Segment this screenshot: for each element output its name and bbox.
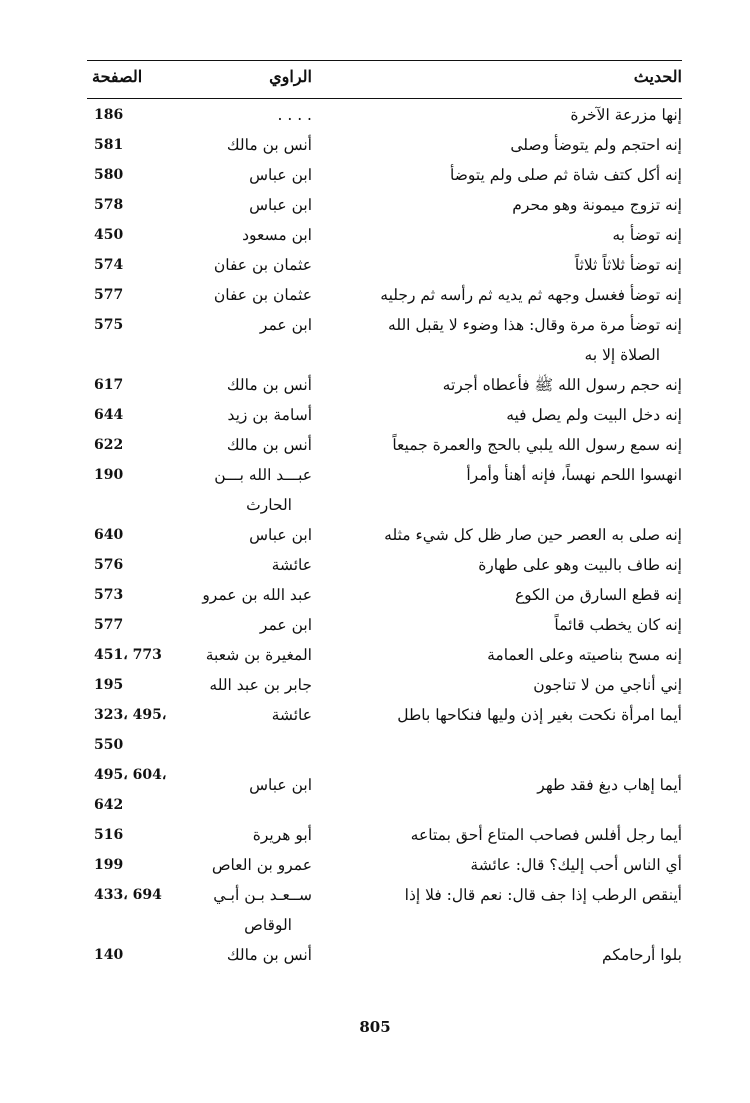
hadith-text: إنه كان يخطب قائماً [554,616,682,634]
page-ref: 451، 773 [94,647,162,663]
hadith-text: إنه دخل البيت ولم يصل فيه [506,406,682,424]
narrator-name: ابن عمر [259,616,312,634]
hadith-text: إنه قطع السارق من الكوع [514,586,682,604]
page-ref: 575 [94,317,124,333]
narrator-name: عبد الله بن عمرو [202,586,312,604]
page-ref: 577 [94,617,124,633]
hadith-text: إنه مسح بناصيته وعلى العمامة [487,646,682,664]
page-ref: 581 [94,137,124,153]
page-ref: 644 [94,407,124,423]
hadith-text-continued: الصلاة إلا به [584,346,660,364]
narrator-name: ابن عباس [249,776,312,794]
narrator-name: عثمان بن عفان [213,256,312,274]
page-ref: 516 [94,827,124,843]
narrator-name: ابن عباس [249,166,312,184]
narrator-name: ابن مسعود [242,226,312,244]
narrator-name: أنس بن مالك [226,436,312,454]
top-rule [87,60,682,61]
page-ref: 323، 495، [94,707,167,723]
narrator-name: أبو هريرة [252,826,312,844]
header-hadith: الحديث [633,67,682,86]
narrator-name: ابن عباس [249,526,312,544]
hadith-text: إنه صلى به العصر حين صار ظل كل شيء مثله [384,526,682,544]
narrator-name: ابن عباس [249,196,312,214]
page-ref: 577 [94,287,124,303]
page-ref: 617 [94,377,124,393]
page-ref-continued: 642 [94,797,124,813]
page-ref: 199 [94,857,124,873]
narrator-name: أنس بن مالك [226,136,312,154]
narrator-name: . . . . [277,106,312,124]
header-rule [87,98,682,99]
hadith-text: أينقص الرطب إذا جف قال: نعم قال: فلا إذا [404,886,682,904]
hadith-text: إنه سمع رسول الله يلبي بالحج والعمرة جميعاً [392,436,682,454]
narrator-name: ابن عمر [259,316,312,334]
page-ref: 574 [94,257,124,273]
narrator-name: جابر بن عبد الله [209,676,312,694]
page-number: 805 [359,1018,391,1036]
header-page: الصفحة [92,67,143,86]
page-ref-continued: 550 [94,737,124,753]
page-ref: 433، 694 [94,887,162,903]
narrator-name: عائشة [271,556,312,574]
page-ref: 195 [94,677,124,693]
hadith-text: إنه احتجم ولم يتوضأ وصلى [510,136,682,154]
narrator-name: عائشة [271,706,312,724]
hadith-text: أيما رجل أفلس فصاحب المتاع أحق بمتاعه [410,826,682,844]
narrator-name: المغيرة بن شعبة [205,646,312,664]
hadith-text: إنه توضأ فغسل وجهه ثم يديه ثم رأسه ثم رجليه [380,286,682,304]
hadith-text: إني أناجي من لا تناجون [533,676,682,694]
hadith-text: إنه توضأ به [612,226,682,244]
hadith-text: انهسوا اللحم نهساً، فإنه أهنأ وأمرأ [466,466,682,484]
narrator-name: عمرو بن العاص [211,856,312,874]
page-ref: 640 [94,527,124,543]
narrator-name-continued: الحارث [246,496,292,514]
hadith-text: إنه طاف بالبيت وهو على طهارة [478,556,682,574]
hadith-text: إنه توضأ ثلاثاً ثلاثاً [574,256,682,274]
hadith-text: أيما إهاب دبغ فقد طهر [537,776,682,794]
page-ref: 190 [94,467,124,483]
page-ref: 573 [94,587,124,603]
narrator-name: أسامة بن زيد [227,406,312,424]
hadith-text: إنها مزرعة الآخرة [570,106,682,124]
hadith-text: إنه حجم رسول الله ﷺ فأعطاه أجرته [442,376,682,394]
hadith-text: إنه تزوج ميمونة وهو محرم [512,196,682,214]
narrator-name: عثمان بن عفان [213,286,312,304]
page-ref: 576 [94,557,124,573]
narrator-name-continued: الوقاص [244,916,292,934]
hadith-text: أي الناس أحب إليك؟ قال: عائشة [470,856,682,874]
page-ref: 186 [94,107,124,123]
page-ref: 580 [94,167,124,183]
narrator-name: أنس بن مالك [226,946,312,964]
page-ref: 450 [94,227,124,243]
page-ref: 622 [94,437,124,453]
page-ref: 495، 604، [94,767,167,783]
hadith-text: إنه أكل كتف شاة ثم صلى ولم يتوضأ [449,166,682,184]
narrator-name: أنس بن مالك [226,376,312,394]
narrator-name: ســعـد بـن أبـي [213,886,312,904]
narrator-name: عبـــد الله بـــن [214,466,312,484]
hadith-text: إنه توضأ مرة مرة وقال: هذا وضوء لا يقبل الله [388,316,682,334]
page-ref: 578 [94,197,124,213]
page-ref: 140 [94,947,124,963]
header-narrator: الراوي [269,67,312,86]
hadith-text: أيما امرأة نكحت بغير إذن وليها فنكاحها باطل [397,706,682,724]
hadith-text: بلوا أرحامكم [602,946,682,964]
